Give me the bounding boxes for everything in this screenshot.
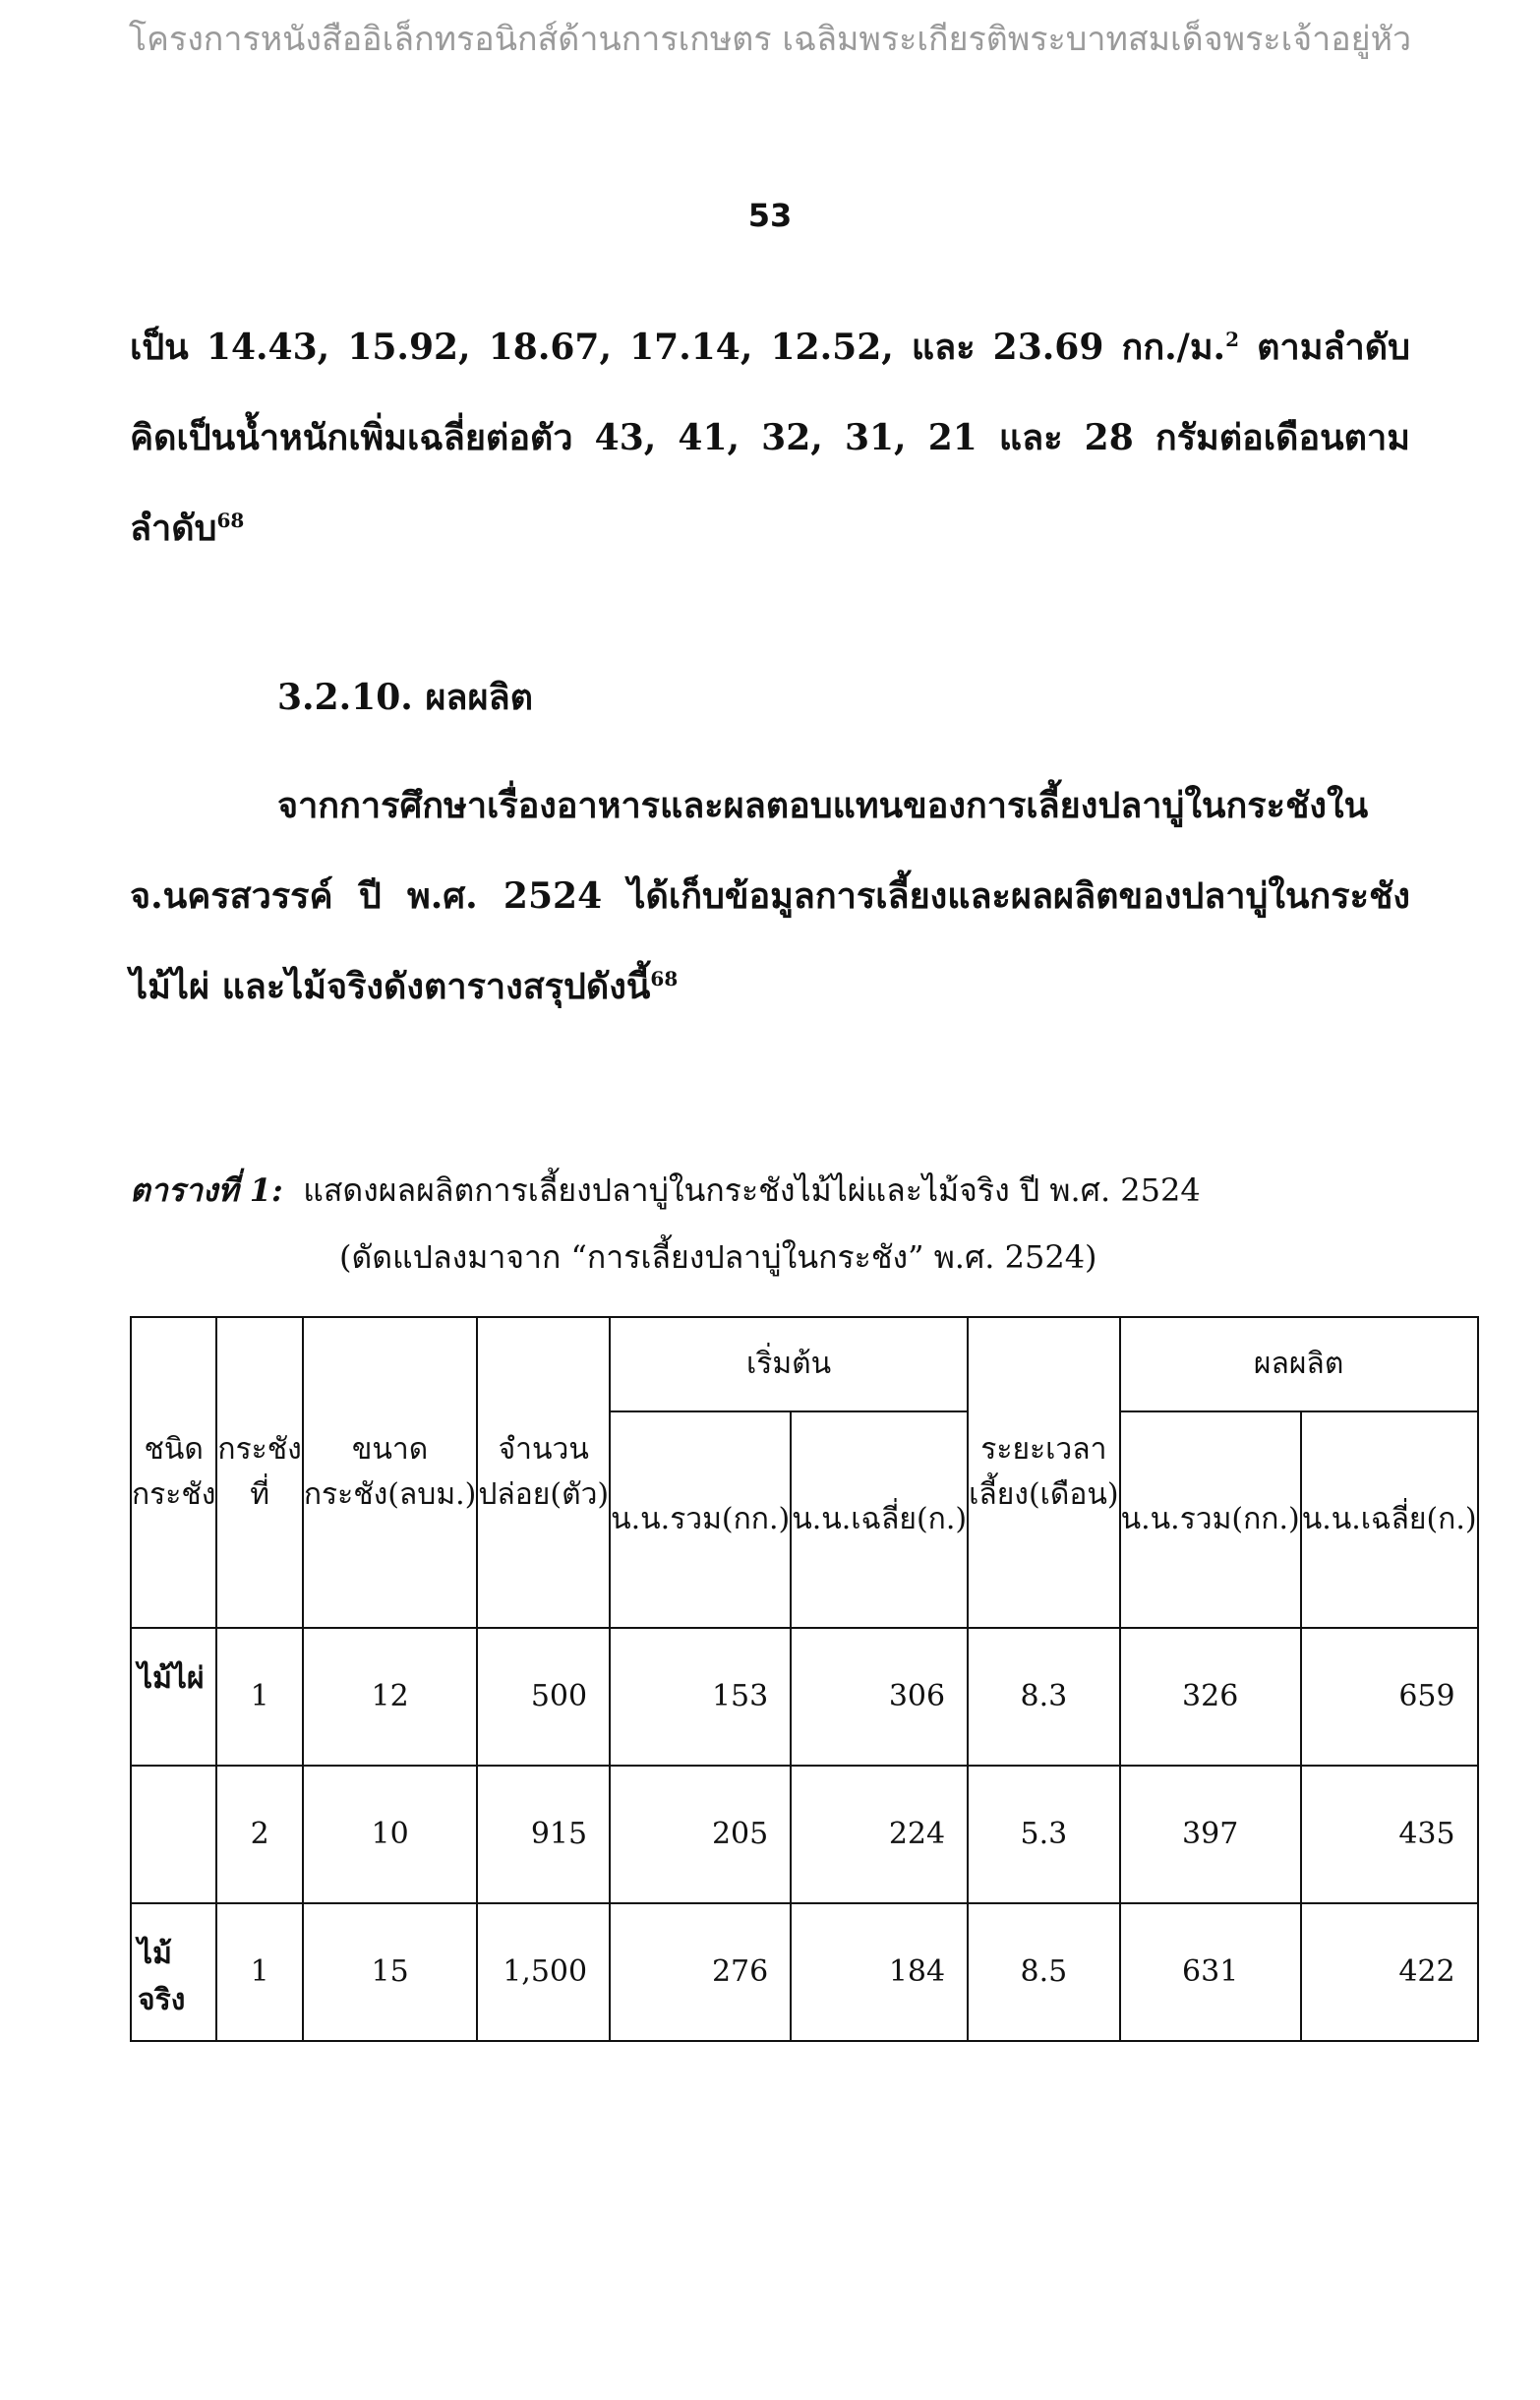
page-header: โครงการหนังสืออิเล็กทรอนิกส์ด้านการเกษตร เฉลิมพระเกียรติพระบาทสมเด็จพระเจ้าอยู่หัว — [128, 20, 1412, 59]
header-start-avg: น.น.เฉลี่ย(ก.) — [791, 1411, 968, 1628]
table-row — [131, 1766, 1478, 1903]
yield-table — [130, 1316, 1479, 2042]
header-cage-no: กระชังที่ — [216, 1317, 302, 1628]
cell-start-avg: 306 — [791, 1628, 968, 1766]
cell-yield-avg: 435 — [1301, 1766, 1478, 1903]
citation-ref: 68 — [216, 509, 245, 532]
citation-ref: 68 — [650, 967, 679, 990]
header-type: ชนิดกระชัง — [131, 1317, 216, 1628]
table-caption — [130, 1166, 1201, 1216]
table-row — [131, 1628, 1478, 1766]
cell-start-total: 153 — [610, 1628, 791, 1766]
cell-start-avg: 224 — [791, 1766, 968, 1903]
paragraph-2 — [130, 760, 1410, 1032]
cell-yield-total: 326 — [1120, 1628, 1301, 1766]
cell-type — [131, 1766, 216, 1903]
cell-size: 15 — [303, 1903, 478, 2041]
table-caption-source: (ดัดแปลงมาจาก “การเลี้ยงปลาบู่ในกระชัง” พ.ศ. 2524) — [339, 1238, 1097, 1276]
header-duration: ระยะเวลาเลี้ยง(เดือน) — [968, 1317, 1120, 1628]
paragraph-2-text: จากการศึกษาเรื่องอาหารและผลตอบแทนของการเลี้ยงปลาบู่ในกระชังใน จ.นครสวรรค์ ปี พ.ศ. 2524 ได้เก็บข้อมูลการเลี้ยงและผลผลิตของปลาบู่ในกระชังไม้ไผ่ และไม้จริงดังตารางสรุปดังนี้ — [130, 785, 1410, 1007]
cell-duration: 5.3 — [968, 1766, 1120, 1903]
cell-duration: 8.3 — [968, 1628, 1120, 1766]
cell-start-total: 276 — [610, 1903, 791, 2041]
cell-yield-avg: 659 — [1301, 1628, 1478, 1766]
page-number: 53 — [747, 197, 793, 234]
cell-count: 500 — [477, 1628, 610, 1766]
table-row — [131, 1903, 1478, 2041]
header-start-total: น.น.รวม(กก.) — [610, 1411, 791, 1628]
paragraph-1-text-a: เป็น 14.43, 15.92, 18.67, 17.14, 12.52, และ 23.69 กก./ม. — [130, 327, 1226, 368]
header-yield-avg: น.น.เฉลี่ย(ก.) — [1301, 1411, 1478, 1628]
cell-count: 915 — [477, 1766, 610, 1903]
header-count: จำนวนปล่อย(ตัว) — [477, 1317, 610, 1628]
section-heading: 3.2.10. ผลผลิต — [277, 677, 534, 718]
header-yield-total: น.น.รวม(กก.) — [1120, 1411, 1301, 1628]
header-start: เริ่มต้น — [610, 1317, 968, 1411]
header-yield: ผลผลิต — [1120, 1317, 1478, 1411]
cell-no: 1 — [216, 1628, 302, 1766]
table-caption-label: ตารางที่ 1: — [130, 1171, 283, 1209]
cell-yield-avg: 422 — [1301, 1903, 1478, 2041]
cell-start-avg: 184 — [791, 1903, 968, 2041]
cell-yield-total: 397 — [1120, 1766, 1301, 1903]
table-caption-title: แสดงผลผลิตการเลี้ยงปลาบู่ในกระชังไม้ไผ่และไม้จริง ปี พ.ศ. 2524 — [303, 1171, 1201, 1209]
cell-size: 12 — [303, 1628, 478, 1766]
cell-count: 1,500 — [477, 1903, 610, 2041]
header-size: ขนาดกระชัง(ลบม.) — [303, 1317, 478, 1628]
cell-start-total: 205 — [610, 1766, 791, 1903]
cell-no: 2 — [216, 1766, 302, 1903]
cell-size: 10 — [303, 1766, 478, 1903]
paragraph-1-text-b: ตามลำดับ คิดเป็นน้ำหนักเพิ่มเฉลี่ยต่อตัว 43, 41, 32, 31, 21 และ 28 กรัมต่อเดือนตามลำดับ — [130, 327, 1410, 549]
paragraph-1 — [130, 302, 1410, 573]
cell-duration: 8.5 — [968, 1903, 1120, 2041]
cell-no: 1 — [216, 1903, 302, 2041]
cell-type: ไม้ไผ่ — [131, 1628, 216, 1766]
cell-yield-total: 631 — [1120, 1903, 1301, 2041]
superscript-unit: 2 — [1225, 328, 1240, 351]
cell-type: ไม้จริง — [131, 1903, 216, 2041]
